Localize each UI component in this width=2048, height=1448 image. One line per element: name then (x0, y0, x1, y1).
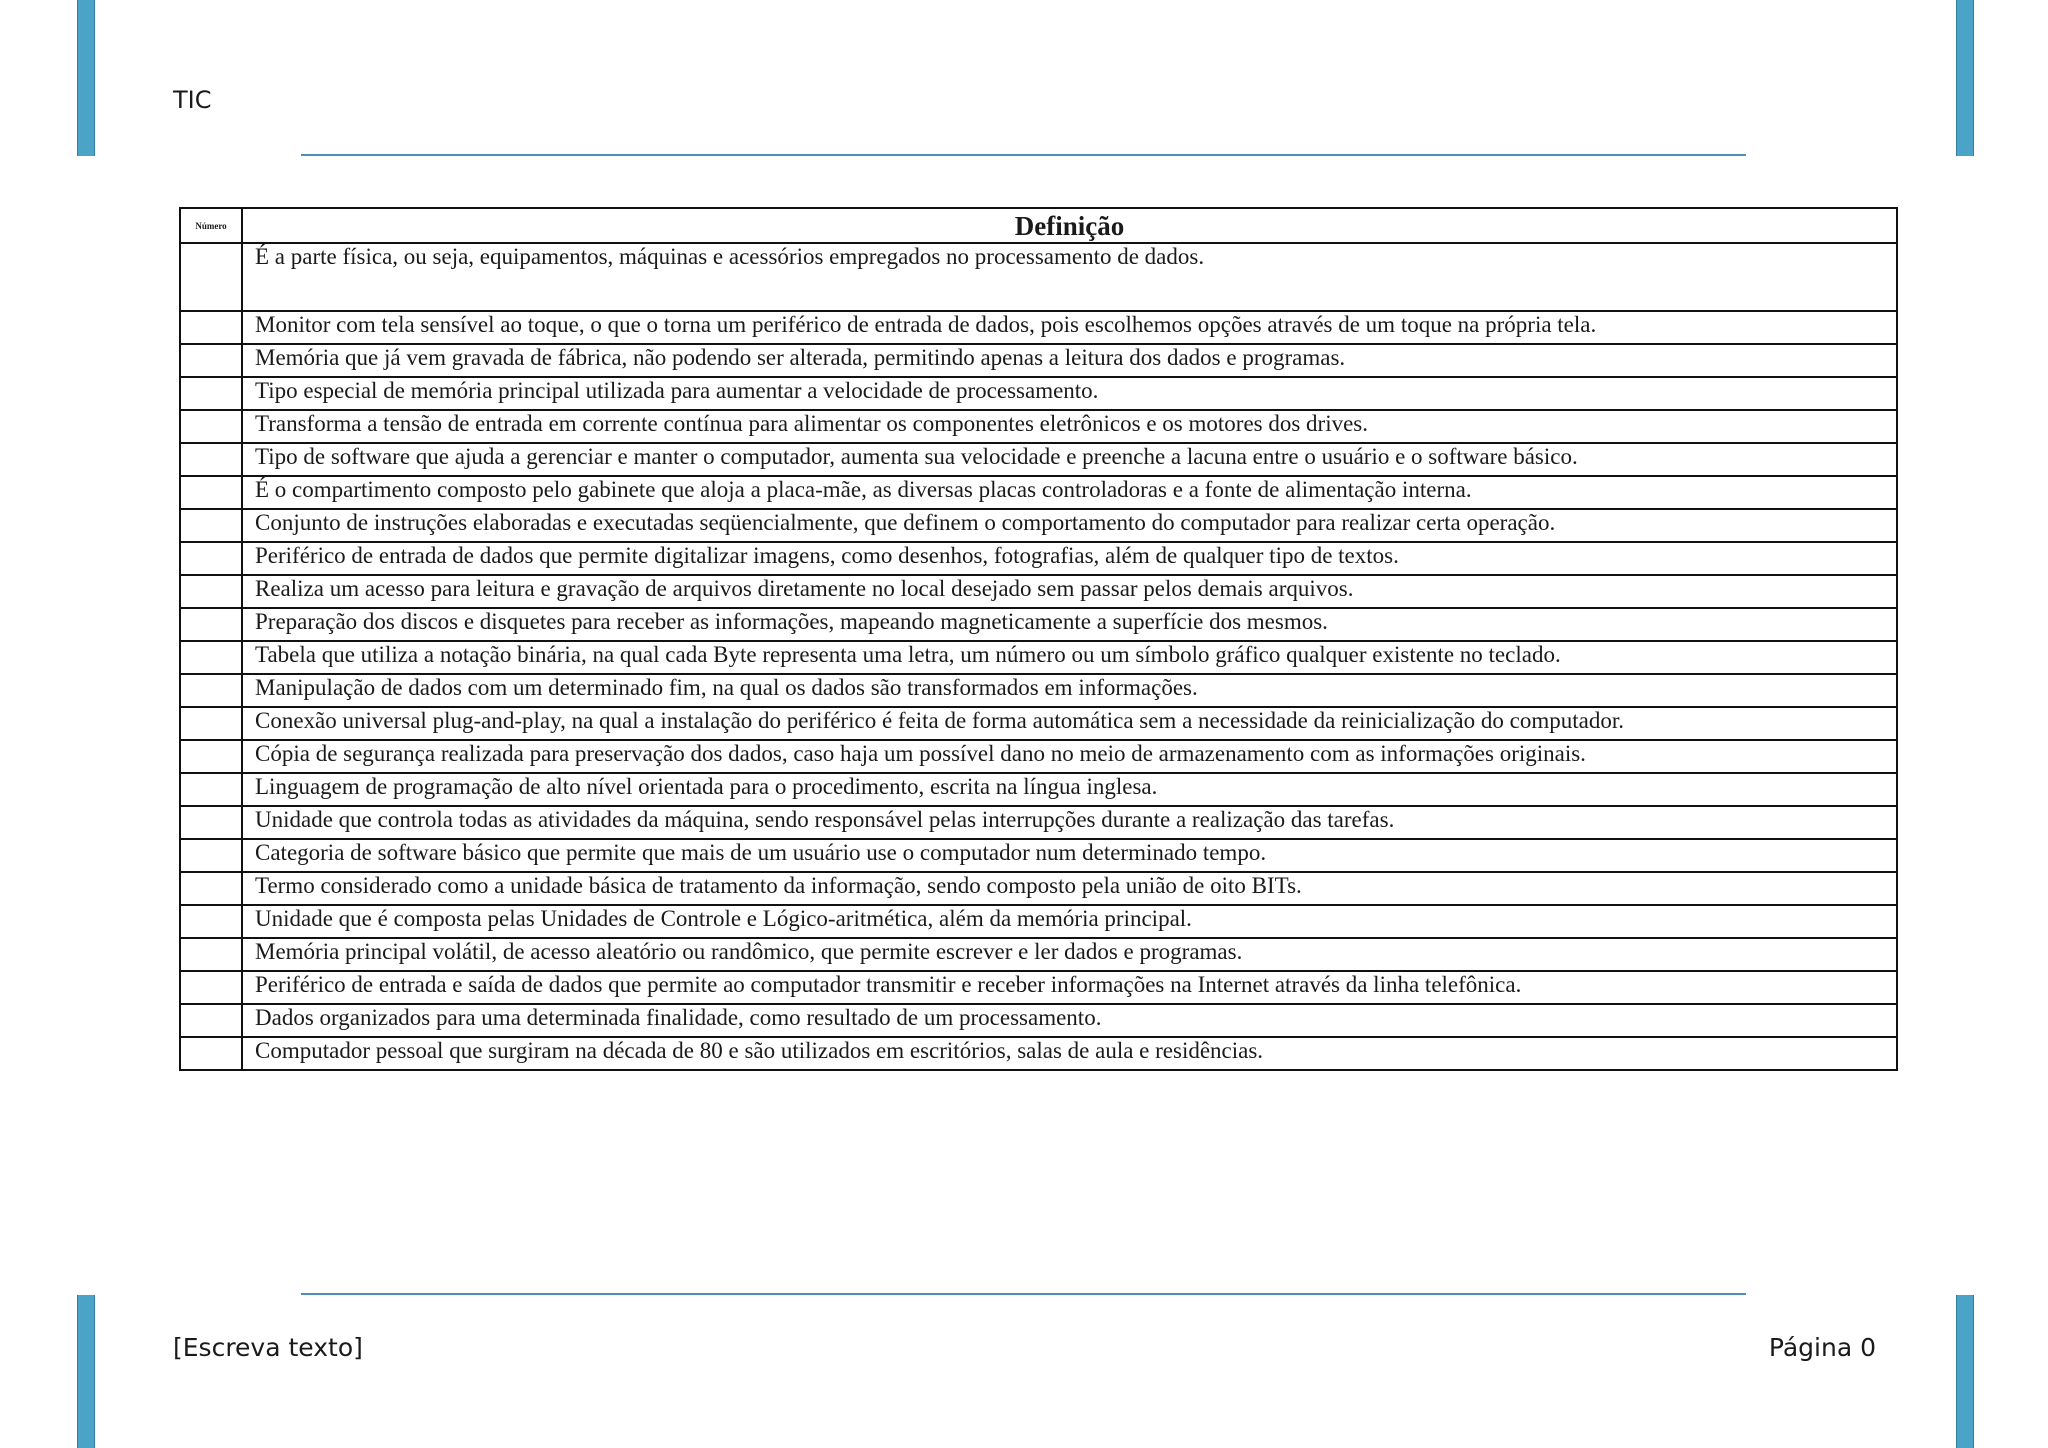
definition-cell: Manipulação de dados com um determinado fim, na qual os dados são transformados em informações. (242, 674, 1897, 707)
definition-cell: Realiza um acesso para leitura e gravação de arquivos diretamente no local desejado sem passar pelos demais arquivos. (242, 575, 1897, 608)
table-row (180, 476, 1897, 509)
number-cell[interactable] (180, 707, 242, 740)
definition-cell: Periférico de entrada de dados que permite digitalizar imagens, como desenhos, fotografias, além de qualquer tipo de textos. (242, 542, 1897, 575)
definition-cell: Tipo especial de memória principal utilizada para aumentar a velocidade de processamento. (242, 377, 1897, 410)
number-cell[interactable] (180, 410, 242, 443)
table-row (180, 443, 1897, 476)
definition-cell: Dados organizados para uma determinada finalidade, como resultado de um processamento. (242, 1004, 1897, 1037)
number-cell[interactable] (180, 905, 242, 938)
definitions-table (179, 207, 1898, 1071)
decorative-bar-bottom-left (77, 1295, 95, 1448)
table-row (180, 410, 1897, 443)
definition-cell: Categoria de software básico que permite que mais de um usuário use o computador num determinado tempo. (242, 839, 1897, 872)
table-row (180, 608, 1897, 641)
number-cell[interactable] (180, 344, 242, 377)
definition-cell: Computador pessoal que surgiram na década de 80 e são utilizados em escritórios, salas de aula e residências. (242, 1037, 1897, 1070)
table-row (180, 938, 1897, 971)
table-row (180, 542, 1897, 575)
number-cell[interactable] (180, 1004, 242, 1037)
table-header-row (180, 208, 1897, 243)
table-row (180, 509, 1897, 542)
definition-cell: É o compartimento composto pelo gabinete que aloja a placa-mãe, as diversas placas controladoras e a fonte de alimentação interna. (242, 476, 1897, 509)
decorative-bar-top-left (77, 0, 95, 156)
number-cell[interactable] (180, 806, 242, 839)
definition-cell: Unidade que é composta pelas Unidades de Controle e Lógico-aritmética, além da memória principal. (242, 905, 1897, 938)
definition-cell: Memória principal volátil, de acesso aleatório ou randômico, que permite escrever e ler dados e programas. (242, 938, 1897, 971)
number-column-header: Número (180, 208, 242, 243)
number-cell[interactable] (180, 476, 242, 509)
number-cell[interactable] (180, 443, 242, 476)
definition-cell: É a parte física, ou seja, equipamentos, máquinas e acessórios empregados no processamento de dados. (242, 243, 1897, 311)
definition-cell: Tipo de software que ajuda a gerenciar e manter o computador, aumenta sua velocidade e preenche a lacuna entre o usuário e o software básico. (242, 443, 1897, 476)
number-cell[interactable] (180, 971, 242, 1004)
table-row (180, 674, 1897, 707)
table-row (180, 311, 1897, 344)
definition-cell: Termo considerado como a unidade básica de tratamento da informação, sendo composto pela união de oito BITs. (242, 872, 1897, 905)
number-cell[interactable] (180, 542, 242, 575)
number-cell[interactable] (180, 872, 242, 905)
table-row (180, 971, 1897, 1004)
definition-cell: Tabela que utiliza a notação binária, na qual cada Byte representa uma letra, um número ou um símbolo gráfico qualquer existente no teclado. (242, 641, 1897, 674)
number-cell[interactable] (180, 311, 242, 344)
number-cell[interactable] (180, 377, 242, 410)
table-row (180, 872, 1897, 905)
number-cell[interactable] (180, 608, 242, 641)
table-row (180, 905, 1897, 938)
table-row (180, 1037, 1897, 1070)
definition-cell: Preparação dos discos e disquetes para receber as informações, mapeando magneticamente a superfície dos mesmos. (242, 608, 1897, 641)
footer-placeholder-text: [Escreva texto] (173, 1333, 363, 1362)
table-body (180, 243, 1897, 1070)
header-divider (301, 154, 1746, 156)
decorative-bar-top-right (1956, 0, 1974, 156)
number-cell[interactable] (180, 575, 242, 608)
number-cell[interactable] (180, 773, 242, 806)
table-row (180, 377, 1897, 410)
definition-cell: Monitor com tela sensível ao toque, o que o torna um periférico de entrada de dados, pois escolhemos opções através de um toque na própria tela. (242, 311, 1897, 344)
definition-cell: Conexão universal plug-and-play, na qual a instalação do periférico é feita de forma automática sem a necessidade da reinicialização do computador. (242, 707, 1897, 740)
definition-cell: Linguagem de programação de alto nível orientada para o procedimento, escrita na língua inglesa. (242, 773, 1897, 806)
number-cell[interactable] (180, 938, 242, 971)
definition-cell: Periférico de entrada e saída de dados que permite ao computador transmitir e receber informações na Internet através da linha telefônica. (242, 971, 1897, 1004)
definition-cell: Cópia de segurança realizada para preservação dos dados, caso haja um possível dano no meio de armazenamento com as informações originais. (242, 740, 1897, 773)
table-row (180, 641, 1897, 674)
number-cell[interactable] (180, 674, 242, 707)
definition-cell: Unidade que controla todas as atividades da máquina, sendo responsável pelas interrupções durante a realização das tarefas. (242, 806, 1897, 839)
table-row (180, 575, 1897, 608)
number-cell[interactable] (180, 509, 242, 542)
footer-divider (301, 1293, 1746, 1295)
table-row (180, 707, 1897, 740)
table-row (180, 1004, 1897, 1037)
number-cell[interactable] (180, 1037, 242, 1070)
definition-cell: Transforma a tensão de entrada em corrente contínua para alimentar os componentes eletrônicos e os motores dos drives. (242, 410, 1897, 443)
definition-column-header: Definição (242, 208, 1897, 243)
table-row (180, 839, 1897, 872)
definition-cell: Conjunto de instruções elaboradas e executadas seqüencialmente, que definem o comportamento do computador para realizar certa operação. (242, 509, 1897, 542)
number-cell[interactable] (180, 641, 242, 674)
page-header-title: TIC (173, 86, 212, 114)
number-cell[interactable] (180, 839, 242, 872)
decorative-bar-bottom-right (1956, 1295, 1974, 1448)
number-cell[interactable] (180, 243, 242, 311)
table-row (180, 243, 1897, 311)
table-row (180, 773, 1897, 806)
table-row (180, 740, 1897, 773)
definition-cell: Memória que já vem gravada de fábrica, não podendo ser alterada, permitindo apenas a leitura dos dados e programas. (242, 344, 1897, 377)
number-cell[interactable] (180, 740, 242, 773)
table-row (180, 344, 1897, 377)
table-row (180, 806, 1897, 839)
page-number: Página 0 (1768, 1333, 1876, 1362)
